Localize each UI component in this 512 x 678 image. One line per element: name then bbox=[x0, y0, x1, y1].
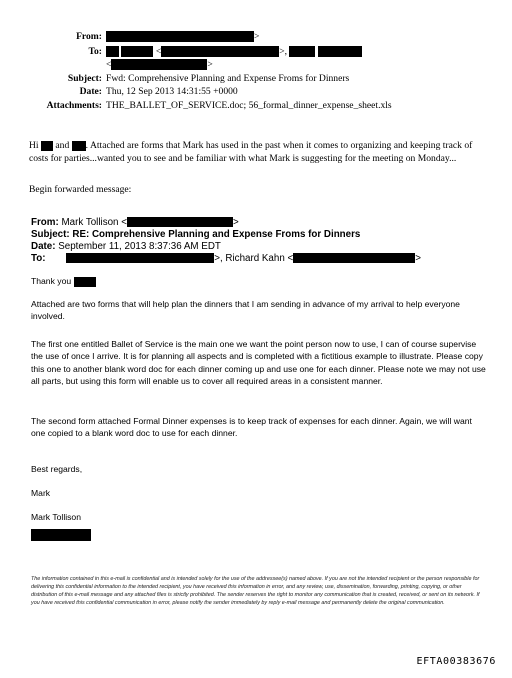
bates-number: EFTA00383676 bbox=[416, 656, 496, 667]
redacted-block bbox=[74, 277, 96, 287]
outer-from-value: > bbox=[106, 31, 259, 43]
fwd-subject-row: Subject: RE: Comprehensive Planning and Expense Froms for Dinners bbox=[31, 229, 361, 240]
confidentiality-disclaimer: The information contained in this e-mail is confidential and is intended solely for the use of the addressee(s) named above. If you are not the intended recipient or the person responsible for delivering this confidential information to the intended recipient, you have received this information in error, and any review, use, dissemination, forwarding, printing, copying, or other distribution of this e-mail message and any attached files is strictly prohibited. The sender reserves the right to monitor any communication that is created, received, or sent on its network. If you have received this confidential communication in error, please notify the sender immediately by reply e-mail message and permanently delete the original communication. bbox=[31, 576, 480, 606]
outer-attachments-value[interactable]: THE_BALLET_OF_SERVICE.doc; 56_formal_dinner_expense_sheet.xls bbox=[106, 100, 392, 111]
outer-subject-value: Fwd: Comprehensive Planning and Expense Froms for Dinners bbox=[106, 73, 350, 84]
outer-attachments-label: Attachments: bbox=[46, 100, 102, 111]
begin-forwarded-label: Begin forwarded message: bbox=[29, 184, 132, 195]
body-paragraph-2: The first one entitled Ballet of Service is the main one we want the point person now to use, I can of course supervise the use of once I arrive. It is for planning all aspects and is completed with a fictitious example to illustrate. Please copy this one to another blank word doc for each dinner coming up and use one for each dinner. Please note we may not use all parts, but using this form will enable us to cover all required areas in a consistent manner. bbox=[31, 339, 486, 386]
body-paragraph-1: Attached are two forms that will help plan the dinners that I am sending in advance of my arrival to help everyone involved. bbox=[31, 299, 460, 322]
redacted-block bbox=[66, 253, 214, 263]
redacted-block bbox=[318, 46, 362, 57]
outer-date-value: Thu, 12 Sep 2013 14:31:55 +0000 bbox=[106, 86, 238, 97]
thank-you-line: Thank you bbox=[31, 275, 486, 287]
redacted-block bbox=[293, 253, 415, 263]
redacted-block bbox=[289, 46, 315, 57]
redacted-block bbox=[106, 46, 119, 57]
body-paragraph-3: The second form attached Formal Dinner expenses is to keep track of expenses for each dinner. Again, we will want one copied to a blank word doc to use for each dinner. bbox=[31, 416, 472, 439]
redacted-block bbox=[127, 217, 233, 227]
redacted-block bbox=[72, 141, 86, 151]
outer-subject-label: Subject: bbox=[67, 73, 102, 84]
fwd-from-row: From: Mark Tollison < > bbox=[31, 217, 239, 228]
redacted-block bbox=[121, 46, 153, 57]
outer-to-value: < >, bbox=[106, 46, 362, 58]
closing-regards: Best regards, bbox=[31, 464, 83, 474]
redacted-block bbox=[41, 141, 53, 151]
signature-redaction bbox=[31, 526, 91, 544]
outer-to-row-continued: < > bbox=[106, 59, 213, 70]
redacted-block bbox=[111, 59, 207, 70]
redacted-block bbox=[106, 31, 254, 42]
outer-date-label: Date: bbox=[79, 86, 102, 97]
fwd-date-row: Date: September 11, 2013 8:37:36 AM EDT bbox=[31, 241, 221, 252]
redacted-block bbox=[31, 529, 91, 541]
intro-paragraph: Hi and . Attached are forms that Mark has used in the past when it comes to organizing and keeping track of costs for parties...wanted you to see and be familiar with what Mark is suggesting for the meeting on Monday... bbox=[29, 140, 473, 164]
fwd-to-row: To: >, Richard Kahn < > bbox=[31, 253, 421, 264]
signature-first-name: Mark bbox=[31, 488, 51, 498]
outer-from-label: From: bbox=[76, 31, 102, 42]
outer-to-label: To: bbox=[88, 46, 102, 57]
signature-full-name: Mark Tollison bbox=[31, 512, 81, 522]
redacted-block bbox=[161, 46, 279, 57]
